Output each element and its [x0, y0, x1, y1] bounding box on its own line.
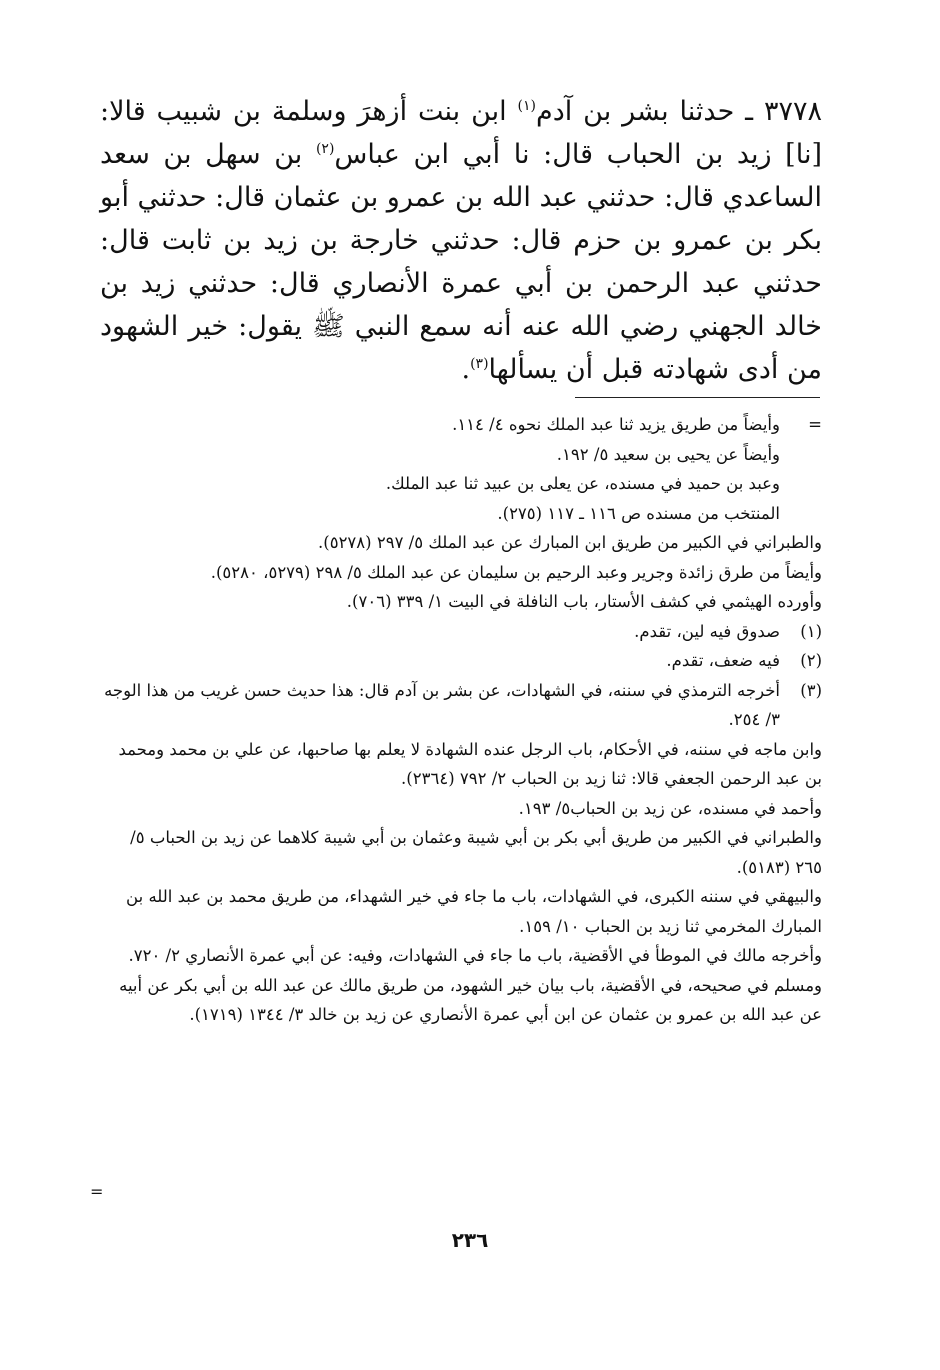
- hadith-number: ٣٧٧٨: [764, 96, 823, 127]
- footnote-3-continuation: ومسلم في صحيحه، في الأقضية، باب بيان خير الشهود، من طريق مالك عن عبد الله بن أبي بكر عن أبيه عن عبد الله بن عمرو بن عثمان عن ابن أبي عمرة الأنصاري عن زيد بن خالد ٣/ ١٣٤٤ (١٧١٩).: [119, 975, 822, 1024]
- hadith-end: .: [461, 354, 471, 385]
- hadith-paragraph: [100, 90, 822, 391]
- continuation-mark: =: [808, 415, 822, 434]
- footnote-number: (١): [800, 621, 822, 641]
- footnote-text: فيه ضعف، تقدم.: [666, 651, 780, 670]
- footnote-3-continuation: وأخرجه مالك في الموطأ في الأقضية، باب ما جاء في الشهادات، وفيه: عن أبي عمرة الأنصاري ٢/ ٧٢٠.: [128, 946, 822, 965]
- footnote-continues-mark: =: [90, 1182, 104, 1201]
- footnote-number: (٣): [800, 680, 822, 700]
- footnote-continuation-line: والطبراني في الكبير من طريق ابن المبارك عن عبد الملك ٥/ ٢٩٧ (٥٢٧٨).: [318, 533, 822, 552]
- footnote-text: أخرجه الترمذي في سننه، في الشهادات، عن بشر بن آدم قال: هذا حديث حسن غريب من هذا الوجه ٣/ ٢٥٤.: [104, 680, 780, 729]
- page-number: ٢٣٦: [451, 1228, 489, 1252]
- footnote-3: [100, 676, 822, 735]
- hadith-segment-1: ـ حدثنا بشر بن آدم: [536, 96, 764, 127]
- footnote-3-continuation: والبيهقي في سننه الكبرى، في الشهادات، باب ما جاء في خير الشهداء، من طريق محمد بن عبد الله بن المبارك المخرمي ثنا زيد بن الحباب ١٠/ ١٥٩.: [126, 887, 822, 936]
- footnote-ref-2: (٢): [315, 141, 335, 157]
- footnote-continuation-line: وأورده الهيثمي في كشف الأستار، باب النافلة في البيت ١/ ٣٣٩ (٧٠٦).: [346, 592, 822, 611]
- hadith-segment-2: ابن بنت أزهرَ وسلمة بن شبيب قالا: [نا] زيد بن الحباب قال: نا أبي ابن عباس: [100, 96, 822, 170]
- footnote-continuation-line: وأيضاً من طرق زائدة وجرير وعبد الرحيم بن سليمان عن عبد الملك ٥/ ٢٩٨ (٥٢٧٩، ٥٢٨٠).: [210, 562, 822, 582]
- footnote-ref-1: (١): [517, 98, 537, 114]
- footnote-ref-3: (٣): [470, 356, 489, 372]
- footnote-1: [100, 617, 822, 647]
- footnote-number: (٢): [800, 651, 822, 670]
- footnote-separator: [575, 397, 820, 398]
- footnote-3-continuation: وأحمد في مسنده، عن زيد بن الحباب٥/ ١٩٣.: [518, 798, 822, 818]
- footnote-3-continuation: والطبراني في الكبير من طريق أبي بكر بن أبي شيبة وعثمان بن أبي شيبة كلاهما عن زيد بن الحباب ٥/ ٢٦٥ (٥١٨٣).: [130, 828, 822, 877]
- footnote-continuation-line: المنتخب من مسنده ص ١١٦ ـ ١١٧ (٢٧٥).: [497, 503, 780, 523]
- footnote-3-continuation: وابن ماجه في سننه، في الأحكام، باب الرجل عنده الشهادة لا يعلم بها صاحبها، عن علي بن محمد ومحمد بن عبد الرحمن الجعفي قالا: ثنا زيد بن الحباب ٢/ ٧٩٢ (٢٣٦٤).: [118, 739, 822, 788]
- footnote-2: [100, 646, 822, 676]
- footnote-continuation-line: وأيضاً عن يحيى بن سعيد ٥/ ١٩٢.: [556, 444, 780, 464]
- hadith-segment-3: بن سهل بن سعد الساعدي قال: حدثني عبد الله بن عمرو بن عثمان قال: حدثني أبو بكر بن عمرو بن حزم قال: حدثني خارجة بن زيد بن ثابت قال: حدثني عبد الرحمن بن أبي عمرة الأنصاري قال: حدثني زيد بن خالد الجهني رضي الله عنه أنه سمع النبي ﷺ يقول: خير الشهود من أدى شهادته قبل أن يسألها: [100, 139, 822, 385]
- footnote-continuation-line: = وأيضاً من طريق يزيد ثنا عبد الملك نحوه ٤/ ١١٤.: [100, 410, 822, 440]
- hadith-text: [100, 90, 822, 391]
- footnote-text: صدوق فيه لين، تقدم.: [634, 621, 780, 641]
- footnote-continuation-line: وعبد بن حميد في مسنده، عن يعلى بن عبيد ثنا عبد الملك.: [385, 474, 780, 493]
- footnotes: [100, 410, 822, 1030]
